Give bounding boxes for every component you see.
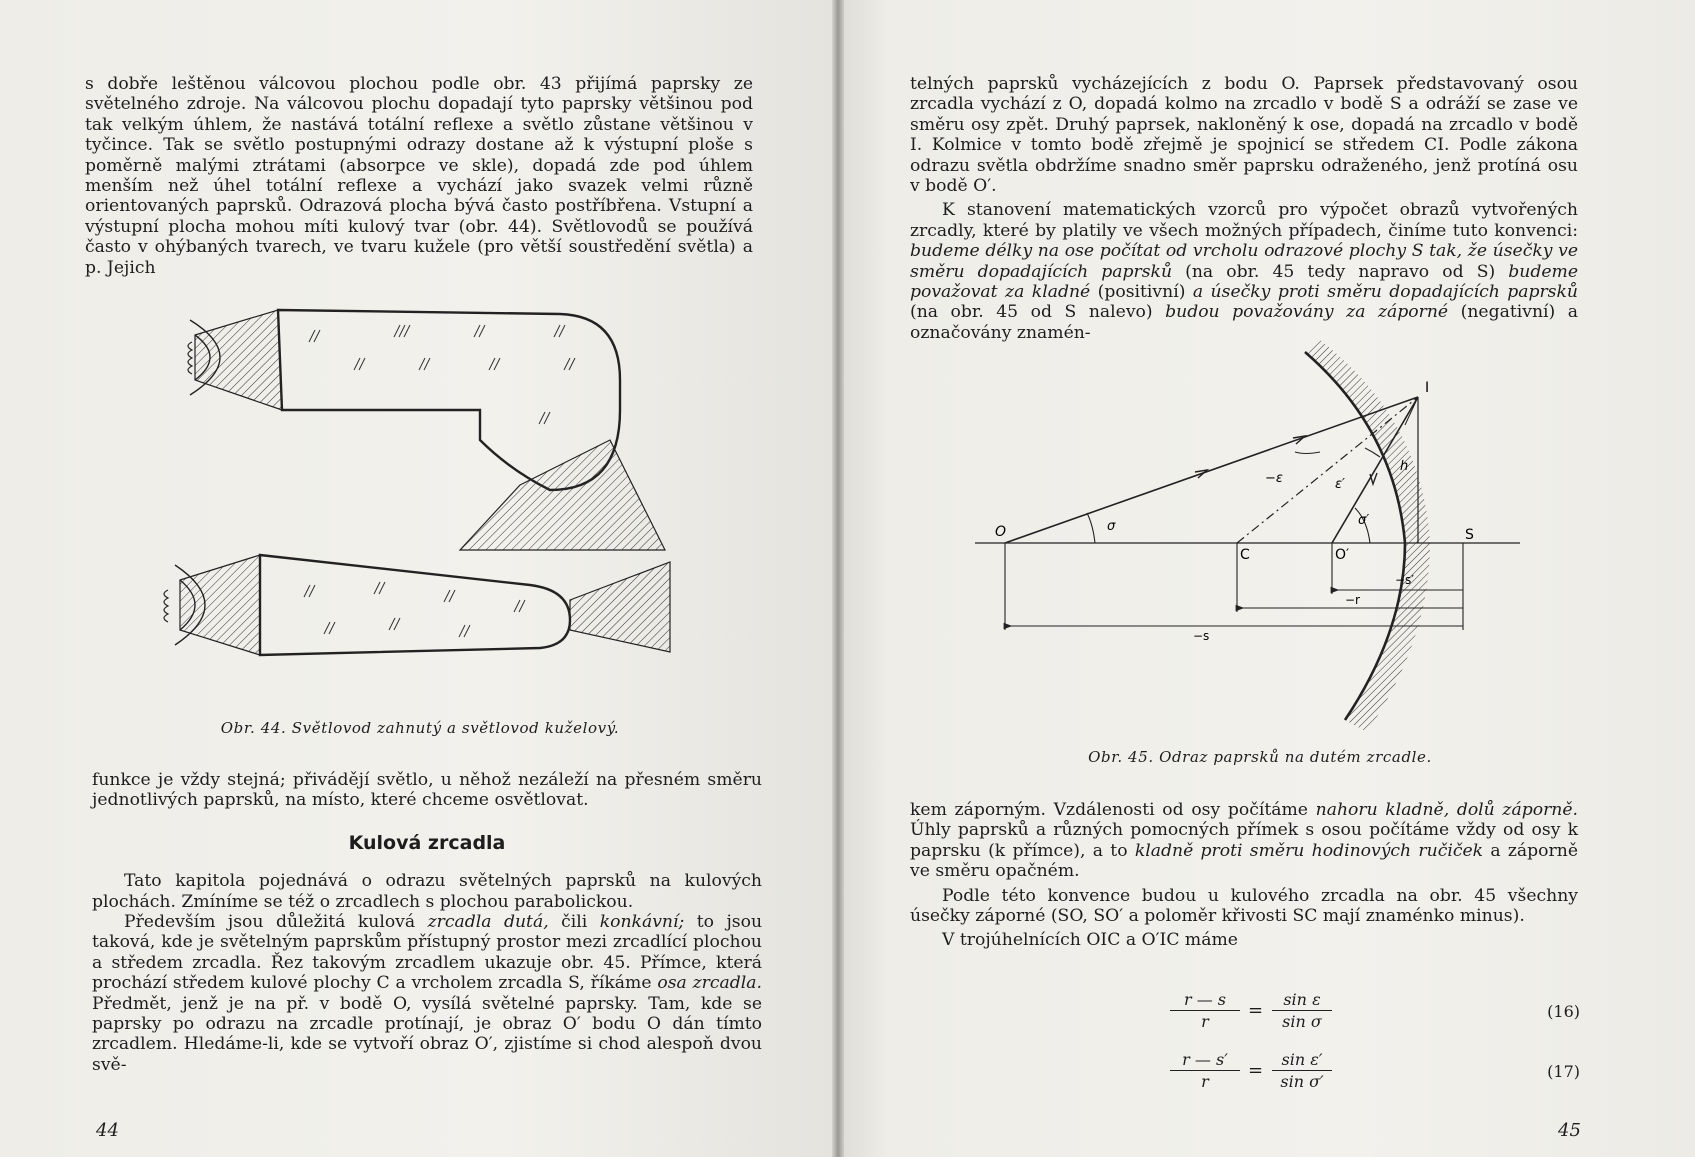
right-paragraph-3: kem záporným. Vzdálenosti od osy počítáme nahoru kladně, dolů záporně. Úhly paprsků a různých pomocných přímek s osou počítáme vždy od osy k paprsku (k přímce), a to kladně proti směru hodinových ručiček a záporně ve směru opačném. (910, 800, 1578, 882)
right-paragraphs-lower (910, 800, 1578, 951)
right-paragraph-4: Podle této konvence budou u kulového zrcadla na obr. 45 všechny úsečky záporné (SO, SO′ a poloměr křivosti SC mají znaménko minus). (910, 885, 1578, 927)
eq17-den-right: sin σ′ (1280, 1072, 1324, 1091)
figure-45-concave-mirror (975, 340, 1535, 740)
eq17-equals: = (1248, 1060, 1264, 1081)
page-number-right: 45 (1558, 1120, 1581, 1141)
label-sigma: σ (1107, 519, 1116, 534)
eq17-num-left: r — s′ (1170, 1050, 1240, 1071)
incident-ray (1005, 397, 1418, 543)
left-paragraph-main: Především jsou důležitá kulová zrcadla dutá, čili konkávní; to jsou taková, kde je světelným paprskům přístupný prostor mezi zrcadlící plochou a středem zrcadla. Řez takovým zrcadlem ukazuje obr. 45. Přímce, která prochází středem kulové plochy C a vrcholem zrcadla S, říkáme osa zrcadla. Předmět, jenž je na př. v bodě O, vysílá světelné paprsky. Tam, kde se paprsky po odrazu na zrcadle protínají, je obraz O′ bodu O dán tímto zrcadlem. Hledáme-li, kde se vytvoří obraz O′, zjistíme si chod alespoň dvou svě- (92, 912, 763, 1075)
label-S: S (1465, 527, 1474, 543)
label-minus-r: −r (1345, 593, 1360, 607)
right-paragraph-2: K stanovení matematických vzorců pro výpočet obrazů vytvořených zrcadly, které by platily ve všech možných případech, činíme tuto konvenci: budeme délky na ose počítat od vrcholu odrazové plochy S tak, že úsečky ve směru dopadajících paprsků (na obr. 45 tedy napravo od S) budeme považovat za kladné (positivní) a úsečky proti směru dopadajících paprsků (na obr. 45 od S nalevo) budou považovány za záporné (negativní) a označovány znamén- (910, 200, 1578, 343)
eq16-num-left: r — s (1170, 990, 1240, 1011)
eq17-den-left: r (1201, 1072, 1209, 1091)
section-heading-kulova-zrcadla: Kulová zrcadla (348, 831, 506, 854)
label-O: O (995, 524, 1007, 540)
eq16-den-left: r (1201, 1012, 1209, 1031)
label-O-prime: O′ (1335, 547, 1350, 563)
figure-45-caption: Obr. 45. Odraz paprsků na dutém zrcadle. (1088, 748, 1432, 766)
label-C: C (1240, 547, 1250, 563)
right-paragraph-5: V trojúhelnících OIC a O′IC máme (942, 930, 1238, 951)
eq16-number: (16) (1547, 1002, 1580, 1021)
conical-guide-input-cone (180, 555, 260, 655)
book-gutter (832, 0, 844, 1157)
bent-guide-output-cone (460, 440, 665, 550)
eq17-number: (17) (1547, 1062, 1580, 1081)
left-paragraph-after-figure: funkce je vždy stejná; přivádějí světlo, u něhož nezáleží na přesném směru jednotlivých paprsků, na místo, které chceme osvětlovat. (92, 770, 762, 811)
eq16-num-right: sin ε (1272, 990, 1332, 1011)
label-minus-eps: −ε (1265, 471, 1283, 486)
label-I: I (1425, 380, 1430, 396)
equation-16 (1160, 990, 1580, 1040)
conical-guide-output-cone (570, 562, 670, 652)
bent-guide-input-cone (195, 310, 282, 410)
eq16-den-right: sin σ (1282, 1012, 1322, 1031)
right-paragraph-1: telných paprsků vycházejících z bodu O. Paprsek představovaný osou zrcadla vychází z O, dopadá kolmo na zrcadlo v bodě S a odráží se zase ve směru osy zpět. Druhý paprsek, nakloněný k ose, dopadá na zrcadlo v bodě I. Kolmice v tomto bodě zřejmě je spojnicí se středem CI. Podle zákona odrazu světla obdržíme snadno směr paprsku odraženého, jenž protíná osu v bodě O′. (910, 74, 1578, 197)
conical-guide-body (260, 555, 570, 655)
label-h: h (1400, 459, 1409, 474)
lamp-filament-2 (164, 590, 168, 622)
label-minus-s-prime: −s′ (1395, 573, 1415, 587)
eq16-equals: = (1248, 1000, 1264, 1021)
page-number-left: 44 (96, 1120, 119, 1141)
label-sigma-prime: σ′ (1358, 513, 1370, 528)
right-paragraphs-top (910, 74, 1578, 343)
label-eps-prime: ε′ (1335, 477, 1345, 492)
left-paragraph-intro: Tato kapitola pojednává o odrazu světelných paprsků na kulových plochách. Zmíníme se též o zrcadlech s plochou parabolickou. (92, 871, 762, 912)
eq17-num-right: sin ε′ (1272, 1050, 1332, 1071)
left-paragraphs-lower (92, 770, 762, 1075)
equation-17 (1160, 1050, 1580, 1100)
figure-44-caption: Obr. 44. Světlovod zahnutý a světlovod kuželový. (220, 719, 620, 737)
left-paragraph-top (85, 74, 753, 278)
label-minus-s: −s (1193, 629, 1210, 643)
lamp-filament-1 (188, 342, 192, 374)
left-paragraph-top-text: s dobře leštěnou válcovou plochou podle obr. 43 přijímá paprsky ze světelného zdroje. Na válcovou plochu dopadají tyto paprsky většinou pod tak velkým úhlem, že nastává totální reflexe a světlo zůstane většinou v tyčince. Tak se světlo postupnými odrazy dostane až k výstupní ploše s poměrně malými ztrátami (absorpce ve skle), dopadá zde pod úhlem menším než úhel totální reflexe a vychází jako svazek velmi různě orientovaných paprsků. Odrazová plocha bývá často postříbřena. Vstupní a výstupní plocha mohou míti kulový tvar (obr. 44). Světlovodů se používá často v ohýbaných tvarech, ve tvaru kužele (pro větší soustředění světla) a p. Jejich (85, 74, 753, 278)
figure-44-light-guides (150, 300, 690, 700)
